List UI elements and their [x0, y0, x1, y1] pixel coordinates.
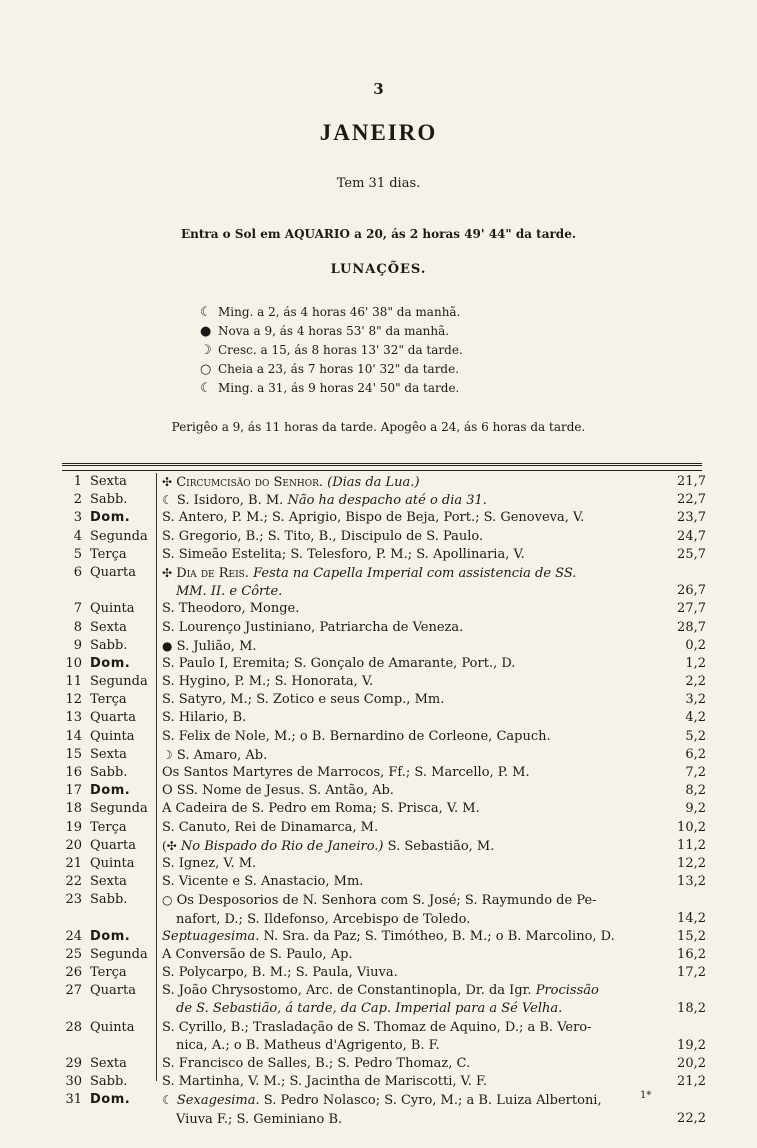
saint-entry [162, 655, 656, 673]
calendar-row [0, 528, 757, 546]
weekday: Sexta [90, 474, 127, 489]
weekday: Quinta [90, 601, 135, 617]
moon-phase-text: Nova a 9, ás 4 horas 53' 8" da manhã. [218, 324, 450, 338]
day-number: 10 [65, 655, 82, 671]
saint-text: O SS. Nome de Jesus. S. Antão, Ab. [162, 783, 394, 799]
moon-age: 4,2 [685, 710, 706, 726]
calendar-row [0, 564, 757, 600]
calendar-table [0, 473, 757, 1128]
calendar-row [0, 782, 757, 800]
day-number: 28 [65, 1019, 82, 1035]
saint-entry [162, 509, 656, 527]
liturgical-symbol-icon: ● [162, 638, 173, 653]
moon-age: 6,2 [685, 746, 706, 762]
liturgical-symbol-icon: ○ [162, 893, 173, 908]
calendar-row [0, 746, 757, 764]
saint-text: S. Sebastião, M. [387, 838, 495, 854]
moon-phase-icon: ☽ [200, 343, 212, 358]
saint-text: S. Vicente e S. Anastacio, Mm. [162, 874, 364, 890]
saint-text: S. Francisco de Salles, B.; S. Pedro Thomaz, C. [162, 1056, 471, 1072]
moon-age: 14,2 [677, 910, 706, 926]
weekday: Segunda [90, 946, 148, 962]
calendar-row [0, 819, 757, 837]
calendar-row [0, 509, 757, 527]
day-number: 17 [65, 783, 82, 799]
weekday: Quarta [90, 710, 136, 726]
saint-entry [162, 619, 656, 637]
day-number: 22 [65, 874, 82, 890]
moon-age: 22,7 [677, 492, 706, 508]
moon-phase-item [200, 379, 463, 398]
saint-entry [162, 691, 656, 709]
moon-age: 24,7 [677, 528, 706, 544]
moon-age: 5,2 [685, 728, 706, 744]
weekday: Terça [90, 965, 127, 981]
saint-text: S. Pedro Nolasco; S. Cyro, M.; a B. Luiza Albertoni, [263, 1093, 602, 1109]
moon-age: 7,2 [685, 765, 706, 781]
saint-text: S. Paulo I, Eremita; S. Gonçalo de Amarante, Port., D. [162, 655, 516, 671]
saint-entry [162, 1055, 656, 1073]
moon-age: 18,2 [677, 1001, 706, 1017]
moon-phase-text: Cheia a 23, ás 7 horas 10' 32" da tarde. [218, 362, 460, 376]
calendar-row [0, 946, 757, 964]
saint-entry [162, 1019, 656, 1055]
saint-text: S. Julião, M. [176, 638, 257, 654]
saint-text: S. Satyro, M.; S. Zotico e seus Comp., Mm. [162, 692, 445, 708]
saint-entry [162, 946, 656, 964]
calendar-row [0, 800, 757, 818]
saint-text: N. Sra. da Paz; S. Timótheo, B. M.; o B. Marcolino, D. [263, 928, 615, 944]
weekday: Quarta [90, 983, 136, 999]
moon-phase-icon: ● [200, 324, 212, 339]
saint-text: S. Polycarpo, B. M.; S. Paula, Viuva. [162, 965, 398, 981]
saint-text: S. João Chrysostomo, Arc. de Constantinopla, Dr. da Igr. [162, 983, 536, 999]
day-number: 18 [65, 801, 82, 817]
weekday: Sabb. [90, 637, 128, 653]
moon-age: 12,2 [677, 855, 706, 871]
calendar-row [0, 546, 757, 564]
weekday: Sabb. [90, 1074, 128, 1090]
weekday: Quarta [90, 564, 136, 580]
day-number: 9 [73, 637, 82, 653]
day-number: 1 [73, 474, 82, 489]
weekday: Segunda [90, 801, 148, 817]
moon-phase-item [200, 303, 463, 322]
weekday: Dom. [90, 655, 131, 671]
feast-name: Circumcisão do Senhor. [176, 475, 323, 490]
saint-text: A Cadeira de S. Pedro em Roma; S. Prisca, V. M. [162, 801, 480, 817]
day-number: 12 [65, 692, 82, 708]
day-number: 24 [65, 928, 82, 944]
moon-age: 19,2 [677, 1037, 706, 1053]
weekday: Quarta [90, 837, 136, 853]
saint-text: S. Martinha, V. M.; S. Jacintha de Mariscotti, V. F. [162, 1074, 488, 1090]
saint-entry [162, 673, 656, 691]
moon-age: 22,2 [677, 1110, 706, 1126]
moon-age: 26,7 [677, 583, 706, 599]
weekday: Sabb. [90, 492, 128, 508]
moon-age: 13,2 [677, 874, 706, 890]
moon-phase-text: Cresc. a 15, ás 8 horas 13' 32" da tarde. [218, 343, 463, 357]
saint-entry [162, 473, 656, 492]
note-italic: No Bispado do Rio de Janeiro.) [180, 838, 384, 854]
moon-age: 16,2 [677, 946, 706, 962]
calendar-row [0, 982, 757, 1018]
day-number: 7 [73, 601, 82, 617]
moon-phase-text: Ming. a 2, ás 4 horas 46' 38" da manhã. [218, 305, 461, 319]
weekday: Dom. [90, 1092, 131, 1108]
note-italic: Procissão [535, 983, 599, 999]
lunations-heading: LUNAÇÕES. [330, 262, 427, 277]
day-number: 29 [65, 1056, 82, 1072]
day-number: 13 [65, 710, 82, 726]
calendar-row [0, 964, 757, 982]
saint-entry [162, 837, 656, 856]
day-number: 20 [65, 837, 82, 853]
saint-entry [162, 764, 656, 782]
weekday: Sexta [90, 1056, 127, 1072]
moon-phase-text: Ming. a 31, ás 9 horas 24' 50" da tarde. [218, 381, 460, 395]
moon-age: 15,2 [677, 928, 706, 944]
weekday: Quinta [90, 728, 135, 744]
moon-phase-icon: ☾ [200, 381, 212, 396]
moon-phase-icon: ○ [200, 362, 212, 377]
note-italic: Sexagesima. [176, 1093, 260, 1109]
saint-text: S. Cyrillo, B.; Trasladação de S. Thomaz de Aquino, D.; a B. Vero- [162, 1019, 592, 1035]
weekday: Quinta [90, 855, 135, 871]
day-number: 30 [65, 1074, 82, 1090]
weekday: Dom. [90, 928, 131, 944]
liturgical-symbol-icon: (✣ [162, 838, 177, 853]
saint-entry [162, 928, 656, 946]
moon-phase-icon: ☾ [200, 305, 212, 320]
weekday: Sexta [90, 874, 127, 890]
day-number: 31 [65, 1092, 82, 1108]
saint-text: S. Hygino, P. M.; S. Honorata, V. [162, 674, 374, 690]
table-top-rule [62, 463, 702, 466]
saint-text: S. Simeão Estelita; S. Telesforo, P. M.; S. Apollinaria, V. [162, 546, 525, 562]
moon-age: 25,7 [677, 546, 706, 562]
day-number: 8 [73, 619, 82, 635]
liturgical-symbol-icon: ✣ [162, 565, 173, 580]
day-number: 15 [65, 746, 82, 762]
saint-continuation: nafort, D.; S. Ildefonso, Arcebispo de Toledo. [176, 911, 471, 927]
saint-entry [162, 782, 656, 800]
note-italic: Não ha despacho até o dia 31. [287, 493, 487, 509]
day-number: 26 [65, 965, 82, 981]
weekday: Dom. [90, 783, 131, 799]
saint-text: Os Desposorios de N. Senhora com S. José; S. Raymundo de Pe- [176, 893, 597, 909]
saint-text: S. Felix de Nole, M.; o B. Bernardino de Corleone, Capuch. [162, 728, 551, 744]
saint-entry [162, 800, 656, 818]
moon-phase-item [200, 360, 463, 379]
saint-text: S. Canuto, Rei de Dinamarca, M. [162, 819, 379, 835]
calendar-row [0, 891, 757, 927]
calendar-row [0, 837, 757, 855]
saint-text: S. Ignez, V. M. [162, 855, 257, 871]
saint-entry [162, 746, 656, 765]
moon-age: 0,2 [685, 637, 706, 653]
saint-text: S. Amaro, Ab. [176, 747, 268, 763]
day-number: 21 [65, 855, 82, 871]
moon-age: 9,2 [685, 801, 706, 817]
moon-age: 21,7 [677, 474, 706, 489]
saint-entry [162, 982, 656, 1018]
weekday: Sexta [90, 619, 127, 635]
calendar-row [0, 655, 757, 673]
days-count: Tem 31 dias. [336, 176, 421, 191]
page-number: 3 [373, 80, 384, 98]
weekday: Segunda [90, 528, 148, 544]
calendar-row [0, 1073, 757, 1091]
liturgical-symbol-icon: ✣ [162, 475, 173, 489]
moon-age: 2,2 [685, 674, 706, 690]
saint-text: S. Hilario, B. [162, 710, 247, 726]
calendar-row [0, 473, 757, 491]
weekday: Sabb. [90, 765, 128, 781]
note-italic: (Dias da Lua.) [327, 475, 420, 490]
liturgical-symbol-icon: ☾ [162, 493, 173, 508]
saint-entry [162, 891, 656, 928]
day-number: 27 [65, 983, 82, 999]
saint-entry [162, 728, 656, 746]
sun-entry: Entra o Sol em AQUARIO a 20, ás 2 horas 49' 44" da tarde. [180, 227, 577, 241]
signature-mark: 1* [640, 1090, 652, 1101]
note-italic: Septuagesima. [162, 928, 260, 944]
day-number: 11 [65, 674, 82, 690]
calendar-row [0, 673, 757, 691]
day-number: 16 [65, 765, 82, 781]
saint-continuation: de S. Sebastião, á tarde, da Cap. Imperial para a Sé Velha. [176, 1001, 563, 1017]
saint-continuation: MM. II. e Côrte. [176, 584, 283, 600]
saint-entry [162, 855, 656, 873]
moon-age: 8,2 [685, 783, 706, 799]
saint-text: Os Santos Martyres de Marrocos, Ff.; S. Marcello, P. M. [162, 765, 530, 781]
saint-text: A Conversão de S. Paulo, Ap. [162, 946, 353, 962]
weekday: Sabb. [90, 892, 128, 908]
day-number: 6 [73, 564, 82, 580]
liturgical-symbol-icon: ☾ [162, 1093, 173, 1108]
weekday: Segunda [90, 674, 148, 690]
weekday: Terça [90, 819, 127, 835]
saint-entry [162, 819, 656, 837]
saint-entry [162, 873, 656, 891]
calendar-row [0, 491, 757, 509]
liturgical-symbol-icon: ☽ [162, 747, 173, 762]
calendar-row [0, 619, 757, 637]
calendar-row [0, 928, 757, 946]
moon-age: 28,7 [677, 619, 706, 635]
saint-entry [162, 546, 656, 564]
weekday: Sexta [90, 746, 127, 762]
saint-text: S. Lourenço Justiniano, Patriarcha de Veneza. [162, 619, 464, 635]
day-number: 19 [65, 819, 82, 835]
moon-age: 21,2 [677, 1074, 706, 1090]
day-number: 3 [73, 510, 82, 526]
day-number: 2 [73, 492, 82, 508]
saint-entry [162, 600, 656, 618]
day-number: 5 [73, 546, 82, 562]
saint-continuation: nica, A.; o B. Matheus d'Agrigento, B. F. [176, 1037, 440, 1053]
day-number: 14 [65, 728, 82, 744]
day-number: 25 [65, 946, 82, 962]
moon-age: 20,2 [677, 1056, 706, 1072]
month-title: JANEIRO [319, 120, 438, 145]
note-italic: Festa na Capella Imperial com assistencia de SS. [253, 565, 577, 581]
saint-entry [162, 491, 656, 510]
day-number: 23 [65, 892, 82, 908]
feast-name: Dia de Reis. [176, 565, 249, 581]
calendar-row [0, 600, 757, 618]
calendar-row [0, 1019, 757, 1055]
saint-text: S. Theodoro, Monge. [162, 601, 300, 617]
calendar-row [0, 873, 757, 891]
moon-age: 11,2 [677, 837, 706, 853]
day-number: 4 [73, 528, 82, 544]
saint-entry [162, 1073, 656, 1091]
perigee-apogee: Perigêo a 9, ás 11 horas da tarde. Apogêo a 24, ás 6 horas da tarde. [171, 420, 586, 434]
saint-entry [162, 964, 656, 982]
saint-entry [162, 709, 656, 727]
calendar-row [0, 691, 757, 709]
saint-text: S. Antero, P. M.; S. Aprigio, Bispo de Beja, Port.; S. Genoveva, V. [162, 510, 585, 526]
calendar-row [0, 709, 757, 727]
saint-entry [162, 564, 656, 601]
table-top-rule-thin [62, 470, 702, 471]
weekday: Dom. [90, 510, 131, 526]
saint-entry [162, 528, 656, 546]
calendar-row [0, 764, 757, 782]
moon-phase-item [200, 341, 463, 360]
calendar-row [0, 855, 757, 873]
saint-continuation: Viuva F.; S. Geminiano B. [176, 1111, 343, 1127]
saint-entry [162, 1091, 656, 1128]
moon-age: 3,2 [685, 692, 706, 708]
moon-age: 23,7 [677, 510, 706, 526]
calendar-row [0, 728, 757, 746]
weekday: Terça [90, 692, 127, 708]
saint-text: S. Isidoro, B. M. [176, 493, 288, 509]
weekday: Terça [90, 546, 127, 562]
moon-phase-item [200, 322, 463, 341]
saint-text: S. Gregorio, B.; S. Tito, B., Discipulo de S. Paulo. [162, 528, 484, 544]
moon-age: 10,2 [677, 819, 706, 835]
moon-age: 1,2 [685, 655, 706, 671]
moon-phases-list [200, 303, 463, 398]
moon-age: 27,7 [677, 601, 706, 617]
saint-entry [162, 637, 656, 656]
calendar-row [0, 1055, 757, 1073]
weekday: Quinta [90, 1019, 135, 1035]
calendar-row [0, 637, 757, 655]
moon-age: 17,2 [677, 965, 706, 981]
